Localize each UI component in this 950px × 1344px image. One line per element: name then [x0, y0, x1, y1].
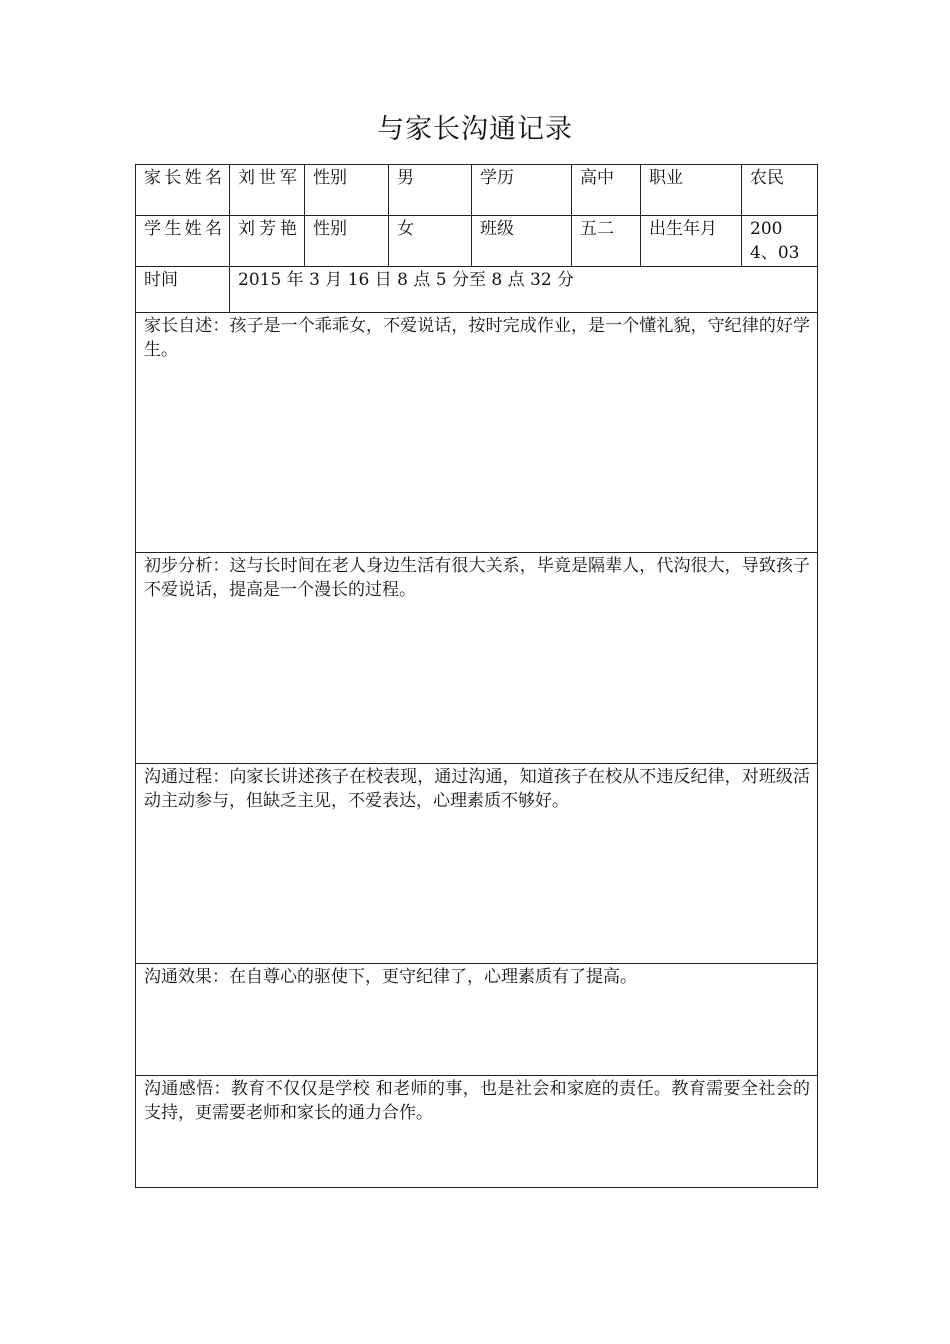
student-birth-value: 2004、03 — [742, 216, 818, 267]
student-gender-label: 性别 — [305, 216, 389, 267]
analysis-text: 初步分析：这与长时间在老人身边生活有很大关系，毕竟是隔辈人，代沟很大，导致孩子不爱说话，提高是一个漫长的过程。 — [136, 553, 818, 764]
self-statement-text: 家长自述：孩子是一个乖乖女，不爱说话，按时完成作业，是一个懂礼貌，守纪律的好学生。 — [136, 313, 818, 553]
analysis-row — [136, 553, 818, 764]
student-gender-value: 女 — [389, 216, 472, 267]
process-text: 沟通过程：向家长讲述孩子在校表现，通过沟通，知道孩子在校从不违反纪律，对班级活动主动参与，但缺乏主见，不爱表达，心理素质不够好。 — [136, 764, 818, 964]
parent-name-value: 刘世军 — [230, 165, 305, 216]
student-birth-label: 出生年月 — [641, 216, 742, 267]
parent-job-label: 职业 — [641, 165, 742, 216]
student-name-value: 刘芳艳 — [230, 216, 305, 267]
process-row — [136, 764, 818, 964]
time-value: 2015 年 3 月 16 日 8 点 5 分至 8 点 32 分 — [230, 267, 818, 313]
communication-record-table — [135, 164, 818, 1188]
parent-gender-value: 男 — [389, 165, 472, 216]
student-name-label: 学生姓名 — [136, 216, 230, 267]
reflection-row — [136, 1076, 818, 1188]
page-title: 与家长沟通记录 — [377, 114, 573, 145]
self-statement-row — [136, 313, 818, 553]
effect-row — [136, 964, 818, 1076]
student-class-label: 班级 — [472, 216, 572, 267]
parent-education-label: 学历 — [472, 165, 572, 216]
reflection-text: 沟通感悟：教育不仅仅是学校 和老师的事，也是社会和家庭的责任。教育需要全社会的支持，更需要老师和家长的通力合作。 — [136, 1076, 818, 1188]
parent-name-label: 家长姓名 — [136, 165, 230, 216]
parent-info-row — [136, 165, 818, 216]
student-info-row — [136, 216, 818, 267]
time-label: 时间 — [136, 267, 230, 313]
parent-gender-label: 性别 — [305, 165, 389, 216]
student-class-value: 五二 — [572, 216, 641, 267]
effect-text: 沟通效果：在自尊心的驱使下，更守纪律了，心理素质有了提高。 — [136, 964, 818, 1076]
parent-job-value: 农民 — [742, 165, 818, 216]
time-row — [136, 267, 818, 313]
parent-education-value: 高中 — [572, 165, 641, 216]
